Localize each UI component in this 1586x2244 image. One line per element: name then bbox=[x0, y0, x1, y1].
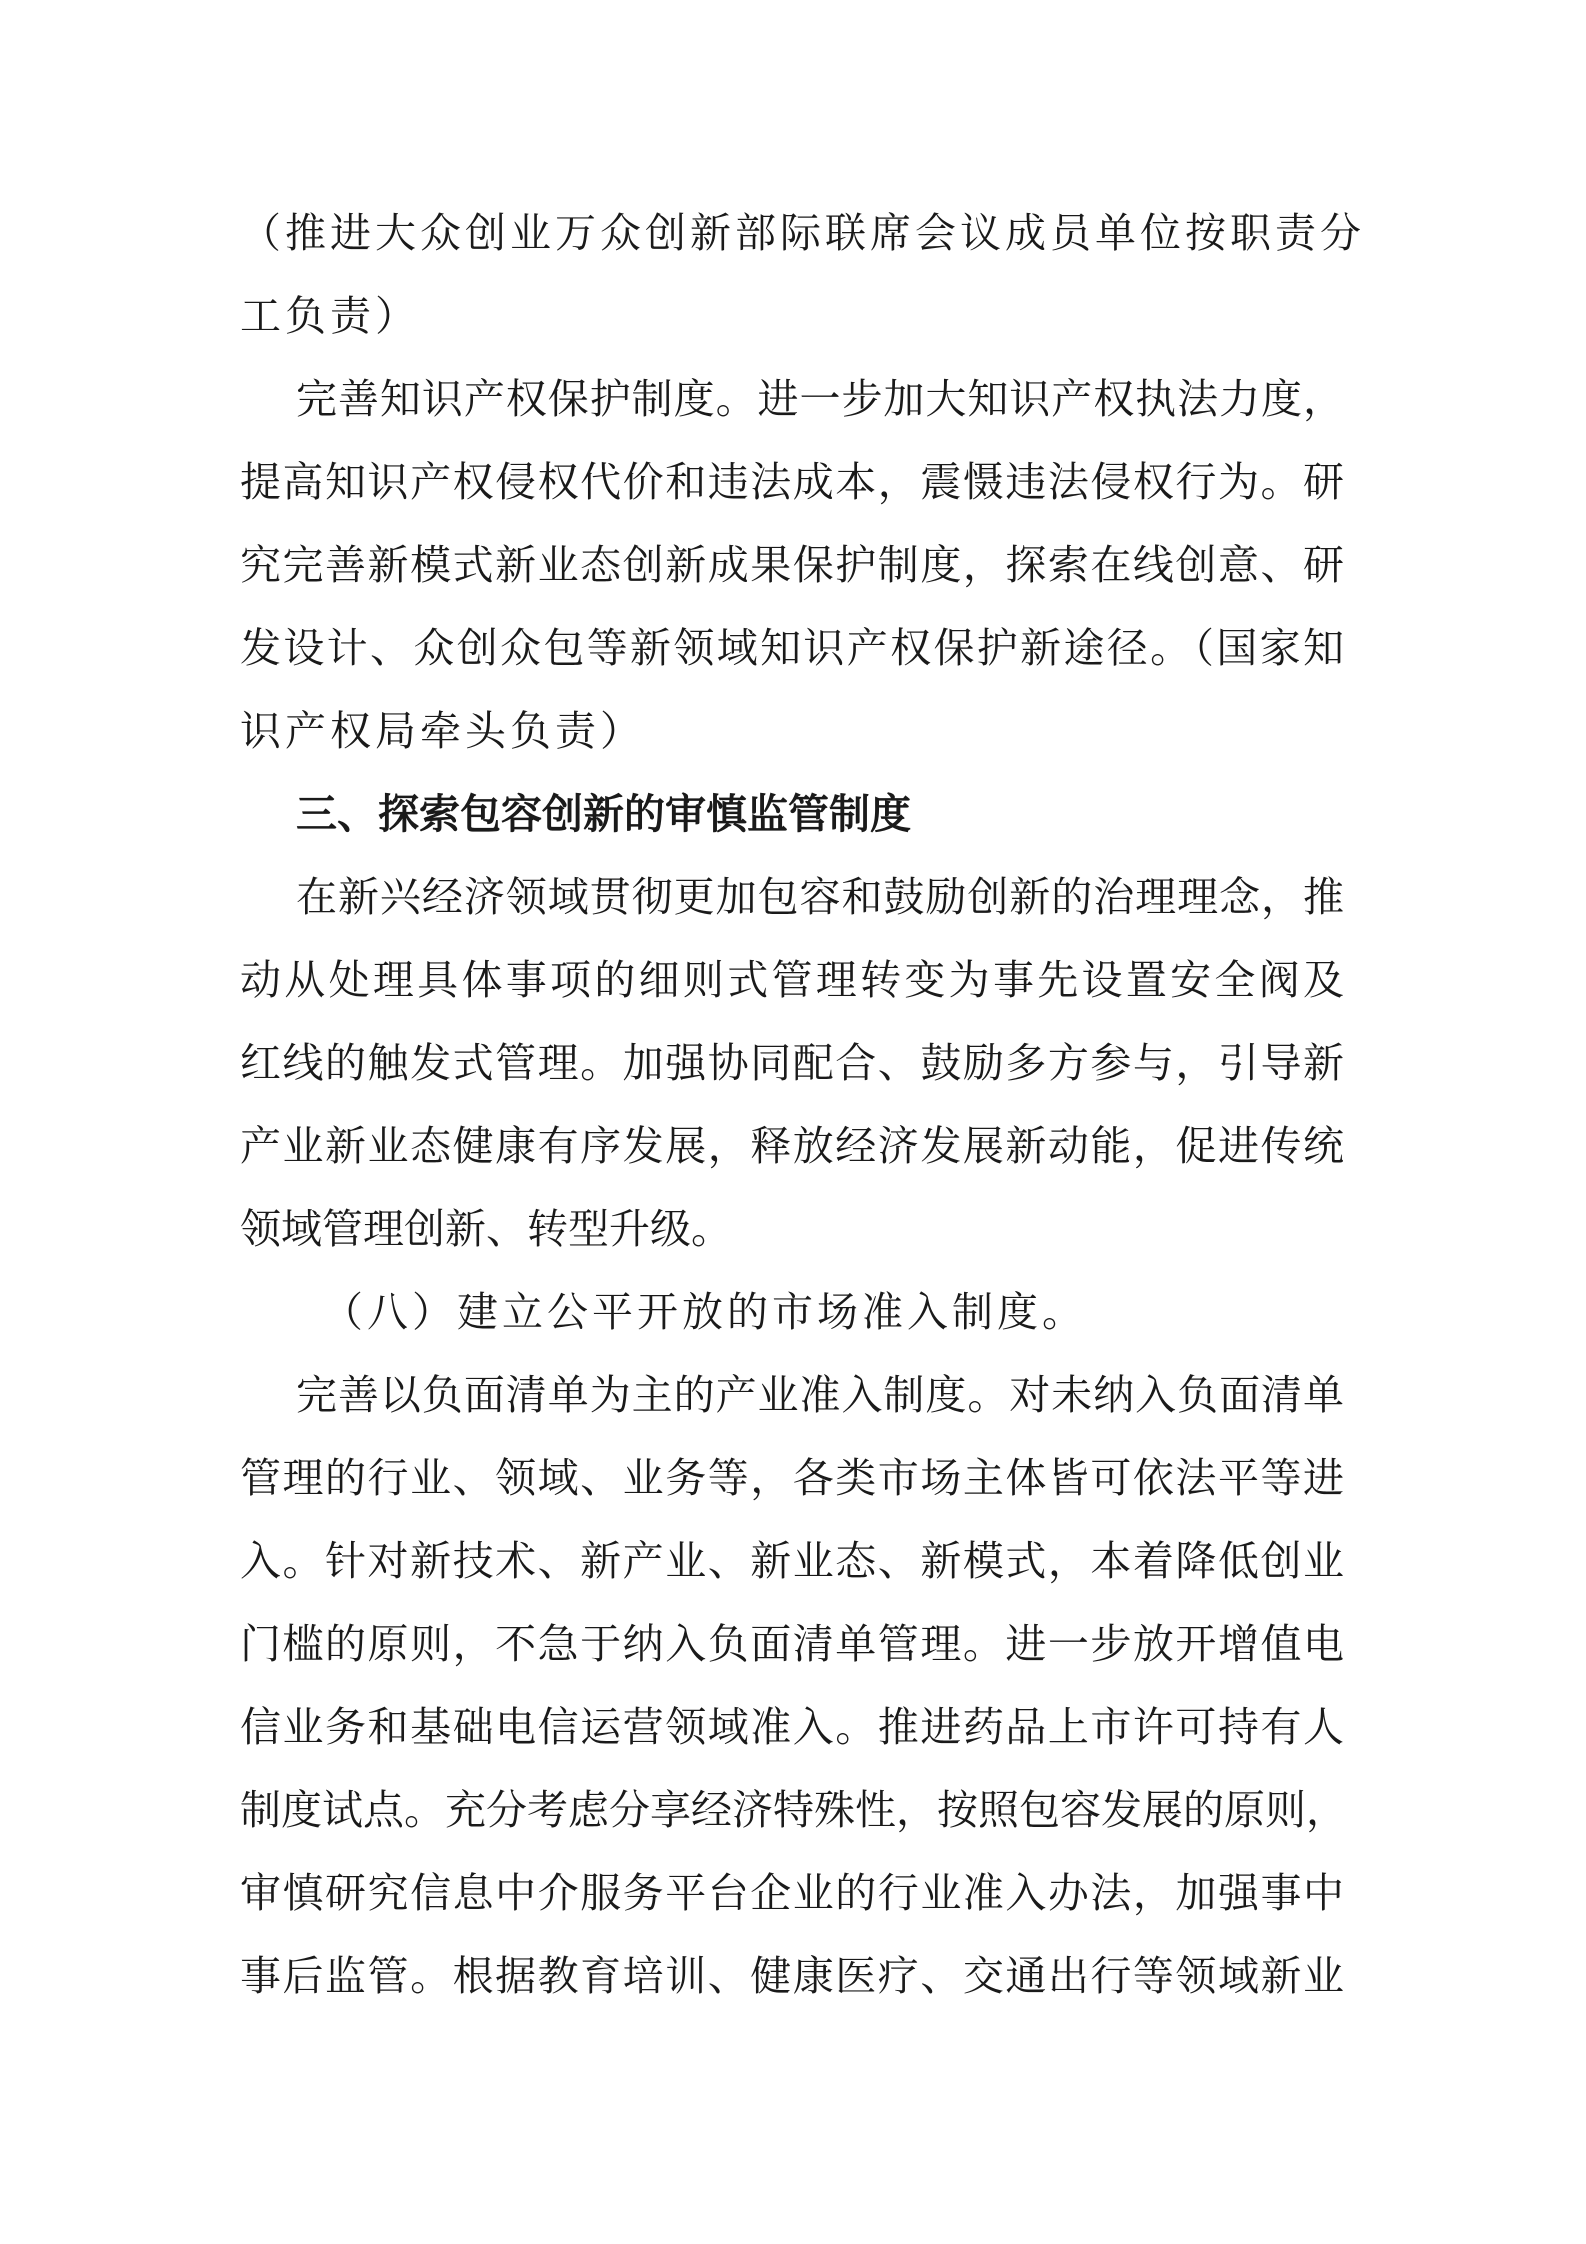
paragraph-line: 完善知识产权保护制度。进一步加大知识产权执法力度， bbox=[296, 375, 1344, 423]
paragraph-line: 识产权局牵头负责） bbox=[240, 707, 645, 755]
paragraph-line: 管理的行业、领域、业务等，各类市场主体皆可依法平等进 bbox=[240, 1454, 1344, 1502]
responsibility-note-line: 工负责） bbox=[240, 292, 420, 340]
paragraph-line: 制度试点。充分考虑分享经济特殊性，按照包容发展的原则， bbox=[240, 1786, 1347, 1834]
paragraph-line: 门槛的原则，不急于纳入负面清单管理。进一步放开增值电 bbox=[240, 1620, 1344, 1668]
paragraph-line: 完善以负面清单为主的产业准入制度。对未纳入负面清单 bbox=[296, 1371, 1344, 1419]
paragraph-line: 产业新业态健康有序发展，释放经济发展新动能，促进传统 bbox=[240, 1122, 1344, 1170]
responsibility-note-line: （推进大众创业万众创新部际联席会议成员单位按职责分 bbox=[240, 209, 1365, 257]
paragraph-line: 信业务和基础电信运营领域准入。推进药品上市许可持有人 bbox=[240, 1703, 1344, 1751]
subsection-heading: （八）建立公平开放的市场准入制度。 bbox=[322, 1288, 1087, 1336]
paragraph-line: 发设计、众创众包等新领域知识产权保护新途径。（国家知 bbox=[240, 624, 1344, 672]
paragraph-line: 红线的触发式管理。加强协同配合、鼓励多方参与，引导新 bbox=[240, 1039, 1344, 1087]
paragraph-line: 动从处理具体事项的细则式管理转变为事先设置安全阀及 bbox=[240, 956, 1344, 1004]
paragraph-line: 领域管理创新、转型升级。 bbox=[240, 1205, 732, 1253]
document-page bbox=[240, 192, 1365, 2018]
paragraph-line: 事后监管。根据教育培训、健康医疗、交通出行等领域新业 bbox=[240, 1952, 1344, 2000]
paragraph-line: 提高知识产权侵权代价和违法成本，震慑违法侵权行为。研 bbox=[240, 458, 1344, 506]
paragraph-line: 入。针对新技术、新产业、新业态、新模式，本着降低创业 bbox=[240, 1537, 1344, 1585]
section-heading: 三、探索包容创新的审慎监管制度 bbox=[296, 790, 911, 838]
paragraph-line: 在新兴经济领域贯彻更加包容和鼓励创新的治理理念，推 bbox=[296, 873, 1344, 921]
paragraph-line: 究完善新模式新业态创新成果保护制度，探索在线创意、研 bbox=[240, 541, 1344, 589]
paragraph-line: 审慎研究信息中介服务平台企业的行业准入办法，加强事中 bbox=[240, 1869, 1344, 1917]
